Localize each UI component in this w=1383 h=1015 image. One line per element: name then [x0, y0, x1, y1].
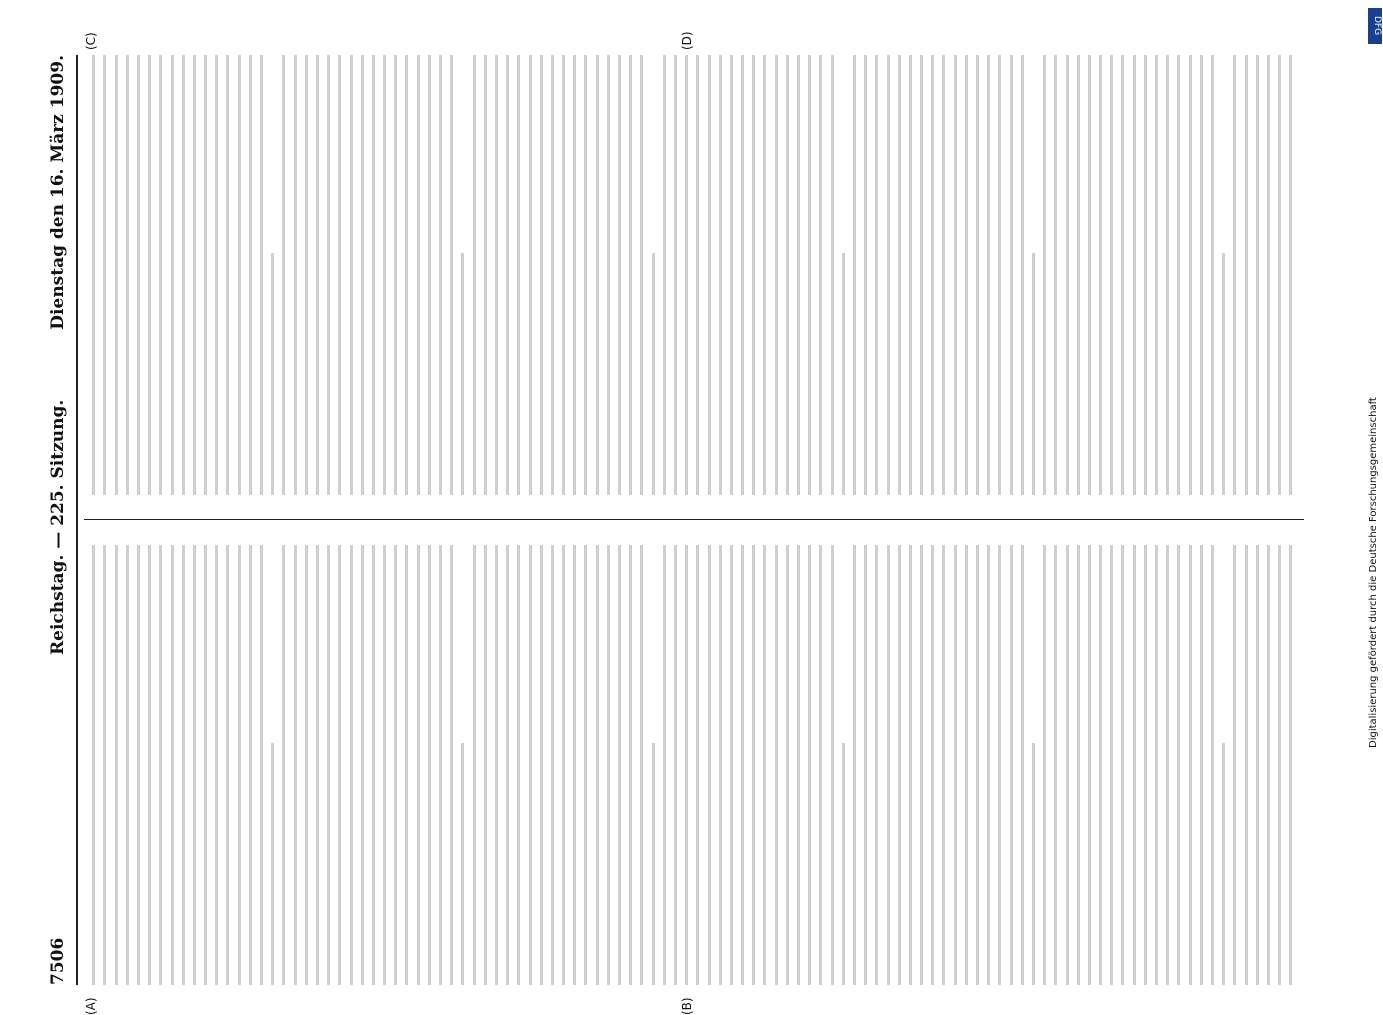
text-line [193, 55, 196, 495]
text-line [998, 545, 1001, 985]
text-line [193, 545, 196, 985]
text-line [428, 55, 431, 495]
text-line [808, 545, 811, 985]
text-line [842, 253, 845, 495]
text-line [1088, 545, 1091, 985]
text-line [786, 545, 789, 985]
text-line [1144, 545, 1147, 985]
left-column [84, 545, 1304, 985]
text-line [461, 253, 464, 495]
text-line [350, 55, 353, 495]
text-line [752, 545, 755, 985]
text-line [506, 55, 509, 495]
text-line [562, 545, 565, 985]
text-line [708, 545, 711, 985]
text-line [1066, 55, 1069, 495]
digitalization-note: Digitalisierung gefördert durch die Deutsche Forschungsgemeinschaft [1368, 397, 1379, 748]
text-line [159, 55, 162, 495]
text-line [182, 545, 185, 985]
text-line [282, 545, 285, 985]
text-line [674, 55, 677, 495]
text-line [260, 545, 263, 985]
page-number: 7506 [48, 937, 68, 985]
text-line [1133, 545, 1136, 985]
text-line [271, 743, 274, 985]
text-line [640, 55, 643, 495]
text-line [1010, 545, 1013, 985]
text-line [249, 545, 252, 985]
text-line [204, 55, 207, 495]
text-line [942, 545, 945, 985]
text-line [1054, 55, 1057, 495]
text-line [719, 55, 722, 495]
text-line [1099, 545, 1102, 985]
text-line [372, 545, 375, 985]
right-column [84, 55, 1304, 495]
text-line [618, 55, 621, 495]
rotated-page-content [40, 31, 1320, 1015]
text-line [305, 55, 308, 495]
text-line [260, 55, 263, 495]
text-line [1110, 545, 1113, 985]
text-line [685, 55, 688, 495]
text-line [775, 55, 778, 495]
text-line [1278, 545, 1281, 985]
text-line [1267, 55, 1270, 495]
text-line [372, 55, 375, 495]
text-line [450, 545, 453, 985]
text-line [1077, 55, 1080, 495]
text-line [316, 55, 319, 495]
text-line [1222, 743, 1225, 985]
text-line [1222, 253, 1225, 495]
text-line [1189, 55, 1192, 495]
text-line [383, 545, 386, 985]
text-line [182, 55, 185, 495]
text-line [741, 55, 744, 495]
text-line [238, 55, 241, 495]
text-line [1077, 545, 1080, 985]
text-line [1256, 545, 1259, 985]
text-line [1245, 545, 1248, 985]
text-line [271, 253, 274, 495]
text-line [338, 55, 341, 495]
text-line [864, 545, 867, 985]
text-line [1245, 55, 1248, 495]
text-line [898, 545, 901, 985]
text-line [428, 545, 431, 985]
text-line [853, 55, 856, 495]
text-line [495, 55, 498, 495]
text-line [640, 545, 643, 985]
text-line [1289, 545, 1292, 985]
text-line [719, 545, 722, 985]
text-line [1256, 55, 1259, 495]
text-line [103, 545, 106, 985]
text-line [417, 55, 420, 495]
text-line [171, 55, 174, 495]
text-line [226, 55, 229, 495]
text-line [775, 545, 778, 985]
text-line [741, 545, 744, 985]
text-line [1166, 55, 1169, 495]
text-line [831, 55, 834, 495]
page-title: Reichstag. — 225. Sitzung. [48, 399, 68, 655]
text-line [618, 545, 621, 985]
text-line [573, 55, 576, 495]
text-line [495, 545, 498, 985]
text-line [394, 55, 397, 495]
text-line [808, 55, 811, 495]
text-line [1032, 743, 1035, 985]
text-line [551, 545, 554, 985]
text-line [484, 55, 487, 495]
text-line [931, 55, 934, 495]
text-line [137, 55, 140, 495]
text-line [1189, 545, 1192, 985]
text-line [506, 545, 509, 985]
dfg-logo: DFG [1368, 8, 1382, 44]
text-line [931, 545, 934, 985]
text-line [629, 545, 632, 985]
text-line [652, 743, 655, 985]
text-line [1054, 545, 1057, 985]
text-line [215, 545, 218, 985]
text-line [1233, 55, 1236, 495]
text-line [763, 545, 766, 985]
text-line [1043, 55, 1046, 495]
text-line [159, 545, 162, 985]
text-line [1233, 545, 1236, 985]
text-line [361, 545, 364, 985]
text-line [875, 55, 878, 495]
text-line [1211, 545, 1214, 985]
text-line [596, 55, 599, 495]
text-line [529, 55, 532, 495]
text-line [797, 55, 800, 495]
text-line [1200, 545, 1203, 985]
text-line [115, 55, 118, 495]
margin-mark-d: (D) [680, 31, 694, 50]
text-line [1066, 545, 1069, 985]
text-line [450, 55, 453, 495]
text-line [551, 55, 554, 495]
text-line [819, 55, 822, 495]
text-line [383, 55, 386, 495]
text-line [350, 545, 353, 985]
text-line [842, 743, 845, 985]
text-line [752, 55, 755, 495]
text-line [629, 55, 632, 495]
margin-mark-a: (A) [84, 997, 98, 1015]
column-divider [84, 519, 1304, 520]
text-line [204, 545, 207, 985]
text-line [763, 55, 766, 495]
text-line [439, 55, 442, 495]
text-line [1289, 55, 1292, 495]
text-line [1166, 545, 1169, 985]
margin-mark-c: (C) [84, 32, 98, 50]
text-line [473, 545, 476, 985]
text-line [249, 55, 252, 495]
text-line [92, 55, 95, 495]
text-line [1021, 545, 1024, 985]
text-line [998, 55, 1001, 495]
text-line [954, 55, 957, 495]
text-line [327, 545, 330, 985]
text-line [607, 55, 610, 495]
text-line [1278, 55, 1281, 495]
text-line [887, 545, 890, 985]
text-line [417, 545, 420, 985]
text-line [696, 545, 699, 985]
text-line [238, 545, 241, 985]
text-line [864, 55, 867, 495]
text-line [987, 55, 990, 495]
text-line [909, 55, 912, 495]
text-line [405, 55, 408, 495]
text-line [529, 545, 532, 985]
text-line [1200, 55, 1203, 495]
text-line [126, 545, 129, 985]
text-line [584, 545, 587, 985]
text-line [730, 55, 733, 495]
text-line [1144, 55, 1147, 495]
text-line [976, 545, 979, 985]
text-line [1010, 55, 1013, 495]
text-line [875, 545, 878, 985]
text-line [965, 55, 968, 495]
text-line [663, 545, 666, 985]
text-line [305, 545, 308, 985]
text-line [1133, 55, 1136, 495]
text-line [887, 55, 890, 495]
text-line [1032, 253, 1035, 495]
text-line [1088, 55, 1091, 495]
text-line [607, 545, 610, 985]
text-line [987, 545, 990, 985]
text-line [920, 545, 923, 985]
text-line [898, 55, 901, 495]
text-line [786, 55, 789, 495]
text-line [831, 545, 834, 985]
page-date: Dienstag den 16. März 1909. [48, 55, 68, 330]
text-line [562, 55, 565, 495]
text-line [92, 545, 95, 985]
text-line [461, 743, 464, 985]
text-line [394, 545, 397, 985]
text-line [137, 545, 140, 985]
text-line [103, 55, 106, 495]
text-line [1121, 55, 1124, 495]
text-line [215, 55, 218, 495]
text-line [976, 55, 979, 495]
text-line [171, 545, 174, 985]
text-line [115, 545, 118, 985]
text-line [954, 545, 957, 985]
text-line [708, 55, 711, 495]
text-line [1021, 55, 1024, 495]
text-line [965, 545, 968, 985]
text-line [294, 545, 297, 985]
text-line [540, 545, 543, 985]
text-line [126, 55, 129, 495]
text-line [1177, 545, 1180, 985]
text-line [1267, 545, 1270, 985]
text-line [696, 55, 699, 495]
text-line [920, 55, 923, 495]
text-line [517, 55, 520, 495]
text-line [1099, 55, 1102, 495]
text-line [1043, 545, 1046, 985]
text-line [573, 545, 576, 985]
page-header [40, 55, 78, 985]
text-line [853, 545, 856, 985]
text-line [685, 545, 688, 985]
text-line [584, 55, 587, 495]
text-line [909, 545, 912, 985]
text-line [517, 545, 520, 985]
text-line [797, 545, 800, 985]
text-line [540, 55, 543, 495]
text-line [405, 545, 408, 985]
text-line [652, 253, 655, 495]
text-line [361, 55, 364, 495]
text-line [282, 55, 285, 495]
text-line [1211, 55, 1214, 495]
text-line [730, 545, 733, 985]
text-line [1155, 55, 1158, 495]
text-line [226, 545, 229, 985]
text-line [819, 545, 822, 985]
text-line [596, 545, 599, 985]
text-line [942, 55, 945, 495]
text-line [439, 545, 442, 985]
text-line [294, 55, 297, 495]
text-line [473, 55, 476, 495]
margin-mark-b: (B) [680, 997, 694, 1015]
text-line [674, 545, 677, 985]
text-line [316, 545, 319, 985]
text-line [338, 545, 341, 985]
text-line [148, 55, 151, 495]
text-line [484, 545, 487, 985]
text-line [663, 55, 666, 495]
text-line [327, 55, 330, 495]
text-line [148, 545, 151, 985]
text-line [1110, 55, 1113, 495]
text-line [1155, 545, 1158, 985]
text-line [1177, 55, 1180, 495]
text-line [1121, 545, 1124, 985]
